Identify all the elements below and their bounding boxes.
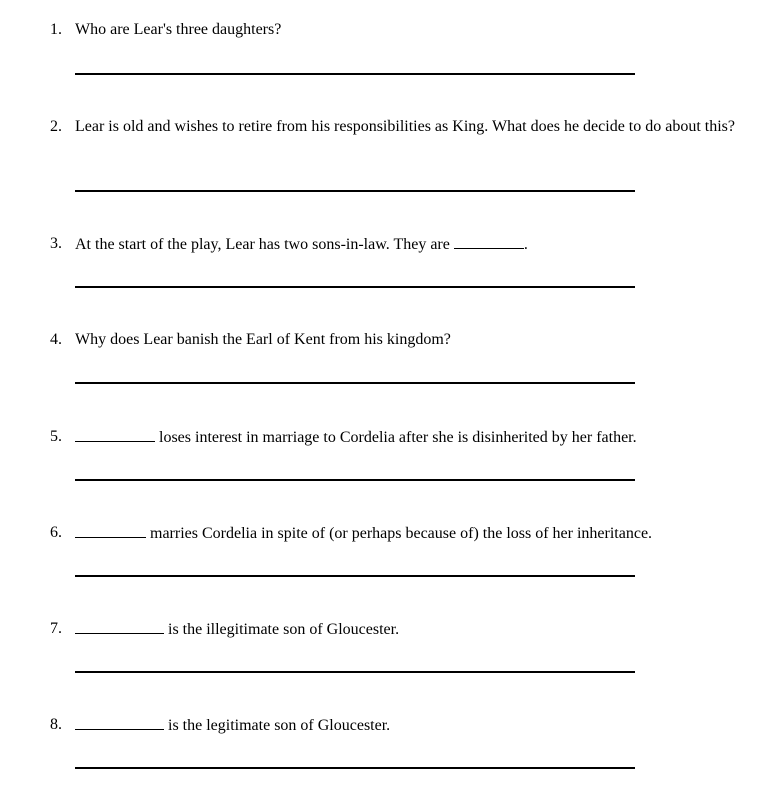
fill-in-blank[interactable] (75, 427, 155, 442)
fill-in-blank[interactable] (454, 234, 524, 249)
question-number: 8. (50, 716, 62, 733)
question-text-body: loses interest in marriage to Cordelia after she is disinherited by her father. (159, 429, 637, 446)
question-number: 7. (50, 620, 62, 637)
answer-line-2[interactable] (75, 190, 635, 192)
question-text (75, 234, 755, 255)
question-number: 1. (50, 21, 62, 38)
question-text (75, 619, 755, 640)
question-text (75, 523, 755, 544)
fill-in-blank[interactable] (75, 619, 164, 634)
answer-line-3[interactable] (75, 286, 635, 288)
answer-line-1[interactable] (75, 73, 635, 75)
question-text: Why does Lear banish the Earl of Kent from his kingdom? (75, 331, 451, 348)
question-number: 6. (50, 524, 62, 541)
answer-line-8[interactable] (75, 767, 635, 769)
fill-in-blank[interactable] (75, 523, 146, 538)
question-text-body: marries Cordelia in spite of (or perhaps because of) the loss of her inheritance. (150, 525, 653, 542)
question-text-after: . (523, 236, 528, 253)
question-text (75, 715, 755, 736)
question-text (75, 427, 755, 448)
answer-line-7[interactable] (75, 671, 635, 673)
answer-line-6[interactable] (75, 575, 635, 577)
question-text-before: At the start of the play, Lear has two sons-in-law. They are (75, 236, 450, 253)
question-number: 5. (50, 428, 62, 445)
question-number: 3. (50, 235, 62, 252)
question-text-body: is the illegitimate son of Gloucester. (168, 621, 400, 638)
question-number: 2. (50, 118, 62, 135)
answer-line-4[interactable] (75, 382, 635, 384)
question-text-body: is the legitimate son of Gloucester. (168, 717, 391, 734)
fill-in-blank[interactable] (75, 715, 164, 730)
question-number: 4. (50, 331, 62, 348)
question-text: Who are Lear's three daughters? (75, 21, 282, 38)
question-text: Lear is old and wishes to retire from his responsibilities as King. What does he decide to do about this? (75, 118, 736, 135)
answer-line-5[interactable] (75, 479, 635, 481)
